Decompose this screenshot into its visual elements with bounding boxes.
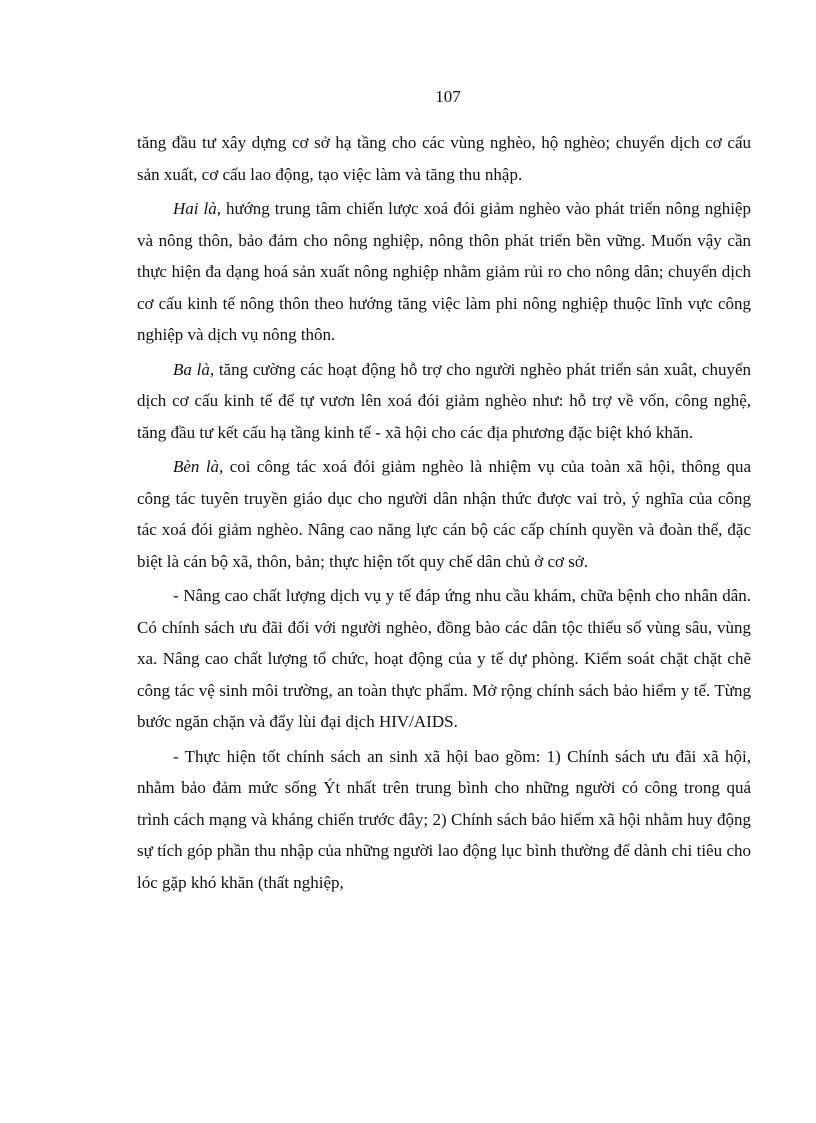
paragraph-lead: Hai là, [173, 199, 222, 218]
paragraph-lead: Bèn là, [173, 457, 224, 476]
paragraph-social-security [137, 741, 751, 899]
page-number: 107 [435, 87, 461, 106]
paragraph-text: tăng cường các hoạt động hỗ trợ cho người nghèo phát triển sản xuât, chuyển dịch cơ cấu kinh tế để tự vươn lên xoá đói giảm nghèo như: hỗ trợ về vốn, công nghệ, tăng đầu tư kết cấu hạ tầng kinh tế - xã hội cho các địa phương đặc biệt khó khăn. [137, 359, 751, 442]
body-text [137, 127, 751, 901]
paragraph-bon-la [137, 451, 751, 577]
paragraph-ba-la [137, 354, 751, 449]
paragraph-hai-la [137, 193, 751, 351]
paragraph-text: - Thực hiện tốt chính sách an sinh xã hội bao gồm: 1) Chính sách ưu đãi xã hội, nhằm bảo đảm mức sống Ýt nhất trên trung bình cho những người có công trong quá trình cách mạng và kháng chiến trước đây; 2) Chính sách bảo hiểm xã hội nhằm huy động sự tích góp phần thu nhập của những người lao động lục bình thường để dành chi tiêu cho lóc gặp khó khăn (thất nghiệp, [137, 746, 751, 892]
paragraph-text: tăng đầu tư xây dựng cơ sở hạ tầng cho các vùng nghèo, hộ nghèo; chuyển dịch cơ cấu sản xuất, cơ cấu lao động, tạo việc làm và tăng thu nhập. [137, 133, 751, 184]
paragraph-health-services [137, 580, 751, 738]
paragraph-continuation [137, 127, 751, 190]
paragraph-lead: Ba là, [173, 359, 215, 379]
paragraph-text: - Nâng cao chất lượng dịch vụ y tế đáp ứng nhu cầu khám, chữa bệnh cho nhân dân. Có chính sách ưu đãi đối với người nghèo, đồng bào các dân tộc thiểu số vùng sâu, vùng xa. Nâng cao chất lượng tổ chức, hoạt động của y tế dự phòng. Kiểm soát chặt chặt chẽ công tác vệ sinh môi trường, an toàn thực phẩm. Mở rộng chính sách bảo hiểm y tế. Từng bước ngăn chặn và đẩy lùi đại dịch HIV/AIDS. [137, 586, 751, 731]
paragraph-text: coi công tác xoá đói giảm nghèo là nhiệm vụ của toàn xã hội, thông qua công tác tuyên truyền giáo dục cho người dân nhận thức được vai trò, ý nghĩa của công tác xoá đói giảm nghèo. Nâng cao năng lực cán bộ các cấp chính quyền và đoàn thể, đặc biệt là cán bộ xã, thôn, bản; thực hiện tốt quy chế dân chủ ở cơ sở. [137, 457, 752, 571]
paragraph-text: hướng trung tâm chiến lược xoá đói giảm nghèo vào phát triển nông nghiệp và nông thôn, bảo đảm cho nông nghiệp, nông thôn phát triển bền vững. Muốn vậy cần thực hiện đa dạng hoá sản xuất nông nghiệp nhằm giảm rủi ro cho nông dân; chuyển dịch cơ cấu kinh tế nông thôn theo hướng tăng việc làm phi nông nghiệp thuộc lĩnh vực công nghiệp và dịch vụ nông thôn. [137, 199, 751, 344]
